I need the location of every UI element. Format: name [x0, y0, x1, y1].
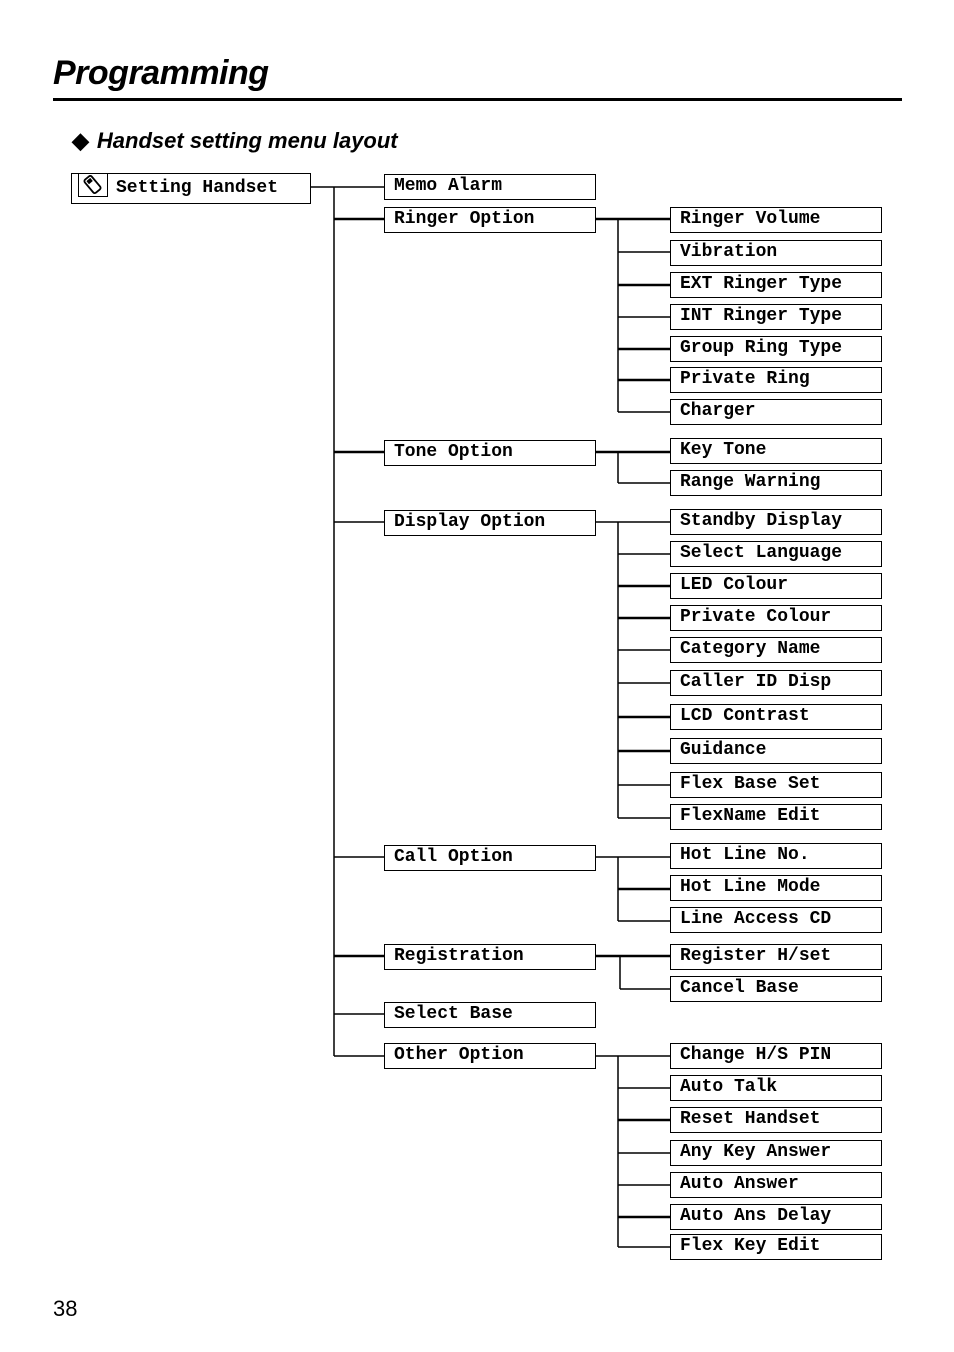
submenu-item[interactable]: Auto Talk	[670, 1075, 882, 1101]
submenu-item[interactable]: Private Ring	[670, 367, 882, 393]
submenu-item[interactable]: Charger	[670, 399, 882, 425]
submenu-item[interactable]: INT Ringer Type	[670, 304, 882, 330]
diamond-bullet-icon: ◆	[72, 128, 89, 153]
submenu-item[interactable]: Hot Line No.	[670, 843, 882, 869]
submenu-item[interactable]: Hot Line Mode	[670, 875, 882, 901]
menu-item-tone-option[interactable]: Tone Option	[384, 440, 596, 466]
page-title: Programming	[53, 54, 269, 92]
submenu-item[interactable]: Change H/S PIN	[670, 1043, 882, 1069]
submenu-item[interactable]: Line Access CD	[670, 907, 882, 933]
submenu-item[interactable]: Category Name	[670, 637, 882, 663]
menu-root-label: Setting Handset	[116, 178, 279, 198]
submenu-item[interactable]: Caller ID Disp	[670, 670, 882, 696]
section-heading-text: Handset setting menu layout	[96, 128, 398, 153]
submenu-item[interactable]: Guidance	[670, 738, 882, 764]
handset-icon	[78, 173, 108, 197]
menu-item-display-option[interactable]: Display Option	[384, 510, 596, 536]
submenu-item[interactable]: Any Key Answer	[670, 1140, 882, 1166]
submenu-item[interactable]: Auto Answer	[670, 1172, 882, 1198]
submenu-item[interactable]: EXT Ringer Type	[670, 272, 882, 298]
submenu-item[interactable]: Standby Display	[670, 509, 882, 535]
submenu-item[interactable]: LCD Contrast	[670, 704, 882, 730]
submenu-item[interactable]: Ringer Volume	[670, 207, 882, 233]
menu-root-setting-handset[interactable]	[71, 173, 311, 204]
submenu-item[interactable]: Register H/set	[670, 944, 882, 970]
submenu-item[interactable]: Auto Ans Delay	[670, 1204, 882, 1230]
submenu-item[interactable]: Select Language	[670, 541, 882, 567]
menu-item-call-option[interactable]: Call Option	[384, 845, 596, 871]
submenu-item[interactable]: LED Colour	[670, 573, 882, 599]
submenu-item[interactable]: Reset Handset	[670, 1107, 882, 1133]
menu-item-ringer-option[interactable]: Ringer Option	[384, 207, 596, 233]
submenu-item[interactable]: Range Warning	[670, 470, 882, 496]
menu-item-select-base[interactable]: Select Base	[384, 1002, 596, 1028]
menu-item-registration[interactable]: Registration	[384, 944, 596, 970]
menu-item-other-option[interactable]: Other Option	[384, 1043, 596, 1069]
submenu-item[interactable]: Vibration	[670, 240, 882, 266]
submenu-item[interactable]: Cancel Base	[670, 976, 882, 1002]
submenu-item[interactable]: Flex Base Set	[670, 772, 882, 798]
submenu-item[interactable]: Key Tone	[670, 438, 882, 464]
submenu-item[interactable]: Flex Key Edit	[670, 1234, 882, 1260]
menu-item-memo-alarm[interactable]: Memo Alarm	[384, 174, 596, 200]
submenu-item[interactable]: Group Ring Type	[670, 336, 882, 362]
submenu-item[interactable]: FlexName Edit	[670, 804, 882, 830]
page-number: 38	[53, 1296, 78, 1321]
submenu-item[interactable]: Private Colour	[670, 605, 882, 631]
